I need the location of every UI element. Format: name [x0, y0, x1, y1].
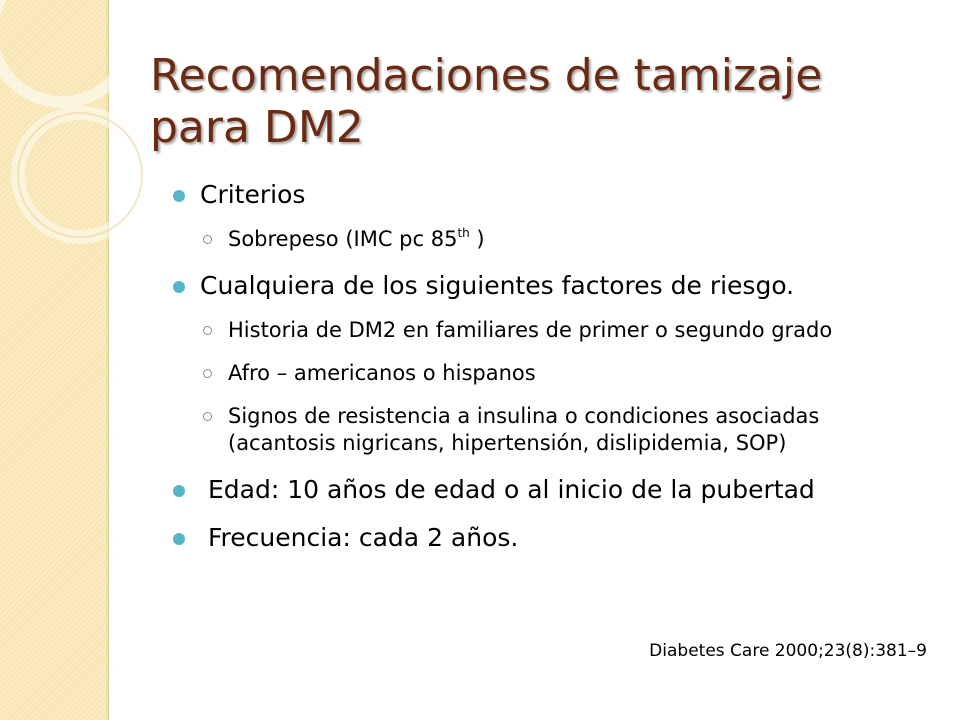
sub-bullet-ring-icon [203, 369, 212, 378]
sub-bullet-text: Afro – americanos o hispanos [228, 361, 536, 385]
decorative-rings [0, 0, 150, 290]
bullet-text: Cualquiera de los siguientes factores de riesgo. [200, 271, 795, 300]
slide-content [170, 178, 930, 569]
bullet-text: Criterios [200, 180, 306, 209]
bullet-factores-riesgo [170, 269, 930, 303]
sub-bullet-afro [170, 360, 868, 387]
bullet-edad [170, 473, 930, 507]
bullet-dot-icon [173, 281, 185, 293]
bullet-dot-icon [173, 533, 185, 545]
sub-bullet-text: Historia de DM2 en familiares de primer o segundo grado [228, 318, 833, 342]
sub-bullet-text: Signos de resistencia a insulina o condiciones asociadas (acantosis nigricans, hipertensión, dislipidemia, SOP) [228, 404, 820, 455]
bullet-text: Edad: 10 años de edad o al inicio de la pubertad [208, 475, 815, 504]
sub-bullet-sobrepeso [170, 226, 868, 253]
citation: Diabetes Care 2000;23(8):381–9 [649, 641, 927, 661]
slide-title: Recomendaciones de tamizaje para DM2 [150, 50, 823, 153]
sub-bullet-signos [170, 403, 868, 457]
sub-bullet-text: Sobrepeso (IMC pc 85 [228, 227, 458, 251]
sub-bullet-historia [170, 317, 868, 344]
superscript-th: th [457, 226, 470, 240]
decorative-ring-middle-edge [18, 113, 142, 237]
sub-bullet-close: ) [469, 227, 485, 251]
bullet-dot-icon [173, 190, 185, 202]
bullet-text: Frecuencia: cada 2 años. [208, 523, 519, 552]
bullet-frecuencia [170, 521, 930, 555]
bullet-dot-icon [173, 485, 185, 497]
sub-bullet-ring-icon [203, 412, 212, 421]
sub-bullet-ring-icon [203, 326, 212, 335]
decorative-ring-top [0, 0, 132, 102]
sub-bullet-ring-icon [203, 235, 212, 244]
bullet-criterios [170, 178, 930, 212]
